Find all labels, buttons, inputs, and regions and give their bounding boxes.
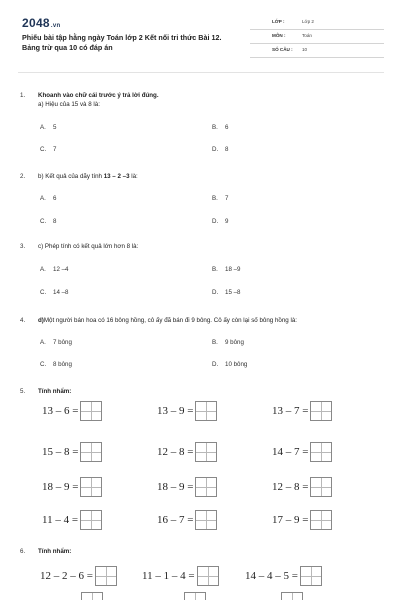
- answer-box[interactable]: [80, 510, 102, 530]
- math-equation: 15 – 8 =: [42, 442, 102, 462]
- math-equation: 13 – 7 =: [272, 401, 332, 421]
- answer-box[interactable]: [310, 477, 332, 497]
- meta-row-class: LỚP : Lớp 2: [250, 16, 384, 30]
- answer-box[interactable]: [310, 442, 332, 462]
- question-number: 3.: [20, 243, 26, 250]
- question-number: 4.: [20, 317, 26, 324]
- answer-box[interactable]: [195, 477, 217, 497]
- question-number: 1.: [20, 92, 26, 99]
- answer-box[interactable]: [281, 592, 303, 600]
- answer-box[interactable]: [95, 566, 117, 586]
- question-number: 6.: [20, 548, 26, 555]
- worksheet-meta: [250, 16, 384, 58]
- option-a[interactable]: A. 12 –4: [40, 266, 69, 273]
- answer-box[interactable]: [195, 401, 217, 421]
- math-equation: 12 – 2 – 6 =: [40, 566, 117, 586]
- math-equation: 18 – 9 =: [42, 477, 102, 497]
- question-number: 2.: [20, 173, 26, 180]
- option-c[interactable]: C. 8: [40, 218, 57, 225]
- answer-box[interactable]: [310, 510, 332, 530]
- option-b[interactable]: B. 18 –9: [212, 266, 241, 273]
- option-c[interactable]: C. 14 –8: [40, 289, 69, 296]
- answer-box[interactable]: [80, 401, 102, 421]
- option-a[interactable]: A. 5: [40, 124, 57, 131]
- math-equation: 13 – 6 =: [42, 401, 102, 421]
- math-equation: 11 – 1 – 4 =: [142, 566, 219, 586]
- question-text: Tính nhẩm:: [38, 388, 72, 395]
- math-equation: 14 – 4 – 5 =: [245, 566, 322, 586]
- worksheet-header: [18, 12, 384, 62]
- question-text: Tính nhẩm:: [38, 548, 72, 555]
- question-text: d)Một người bán hoa có 16 bông hồng, cô ấy đã bán đi 9 bông. Cô ấy còn lại số bông hồng là:: [38, 317, 297, 324]
- option-b[interactable]: B. 6: [212, 124, 229, 131]
- question-subtext: a) Hiệu của 15 và 8 là:: [38, 101, 100, 108]
- question-text: Khoanh vào chữ cái trước ý trả lời đúng.: [38, 92, 159, 99]
- math-equation: 13 – 9 =: [157, 401, 217, 421]
- worksheet-title-line-2: Bảng trừ qua 10 có đáp án: [22, 43, 113, 52]
- option-d[interactable]: D. 9: [212, 218, 229, 225]
- math-equation: 12 – 8 =: [157, 442, 217, 462]
- math-equation: 11 – 4 =: [42, 510, 102, 530]
- math-equation: 18 – 9 =: [157, 477, 217, 497]
- answer-box[interactable]: [80, 442, 102, 462]
- math-equation: 14 – 7 =: [272, 442, 332, 462]
- answer-box[interactable]: [81, 592, 103, 600]
- option-b[interactable]: B. 7: [212, 195, 229, 202]
- meta-row-question-count: SỐ CÂU : 10: [250, 44, 384, 58]
- answer-box[interactable]: [184, 592, 206, 600]
- answer-box[interactable]: [80, 477, 102, 497]
- math-equation: 12 – 8 =: [272, 477, 332, 497]
- option-a[interactable]: A. 7 bông: [40, 339, 72, 346]
- answer-box[interactable]: [310, 401, 332, 421]
- site-logo[interactable]: 2048.vn: [22, 16, 61, 30]
- answer-box[interactable]: [195, 442, 217, 462]
- header-divider: [18, 72, 384, 73]
- question-text: b) Kết quả của dãy tính 13 – 2 –3 là:: [38, 173, 138, 180]
- answer-box[interactable]: [195, 510, 217, 530]
- option-d[interactable]: D. 10 bông: [212, 361, 248, 368]
- option-d[interactable]: D. 15 –8: [212, 289, 241, 296]
- answer-box[interactable]: [197, 566, 219, 586]
- option-c[interactable]: C. 8 bông: [40, 361, 72, 368]
- option-b[interactable]: B. 9 bông: [212, 339, 244, 346]
- option-d[interactable]: D. 8: [212, 146, 229, 153]
- worksheet-title-line-1: Phiếu bài tập hằng ngày Toán lớp 2 Kết nối tri thức Bài 12.: [22, 33, 222, 42]
- answer-box[interactable]: [300, 566, 322, 586]
- math-equation: 16 – 7 =: [157, 510, 217, 530]
- meta-row-subject: MÔN : Toán: [250, 30, 384, 44]
- question-number: 5.: [20, 388, 26, 395]
- question-text: c) Phép tính có kết quả lớn hơn 8 là:: [38, 243, 139, 250]
- option-a[interactable]: A. 6: [40, 195, 57, 202]
- option-c[interactable]: C. 7: [40, 146, 57, 153]
- math-equation: 17 – 9 =: [272, 510, 332, 530]
